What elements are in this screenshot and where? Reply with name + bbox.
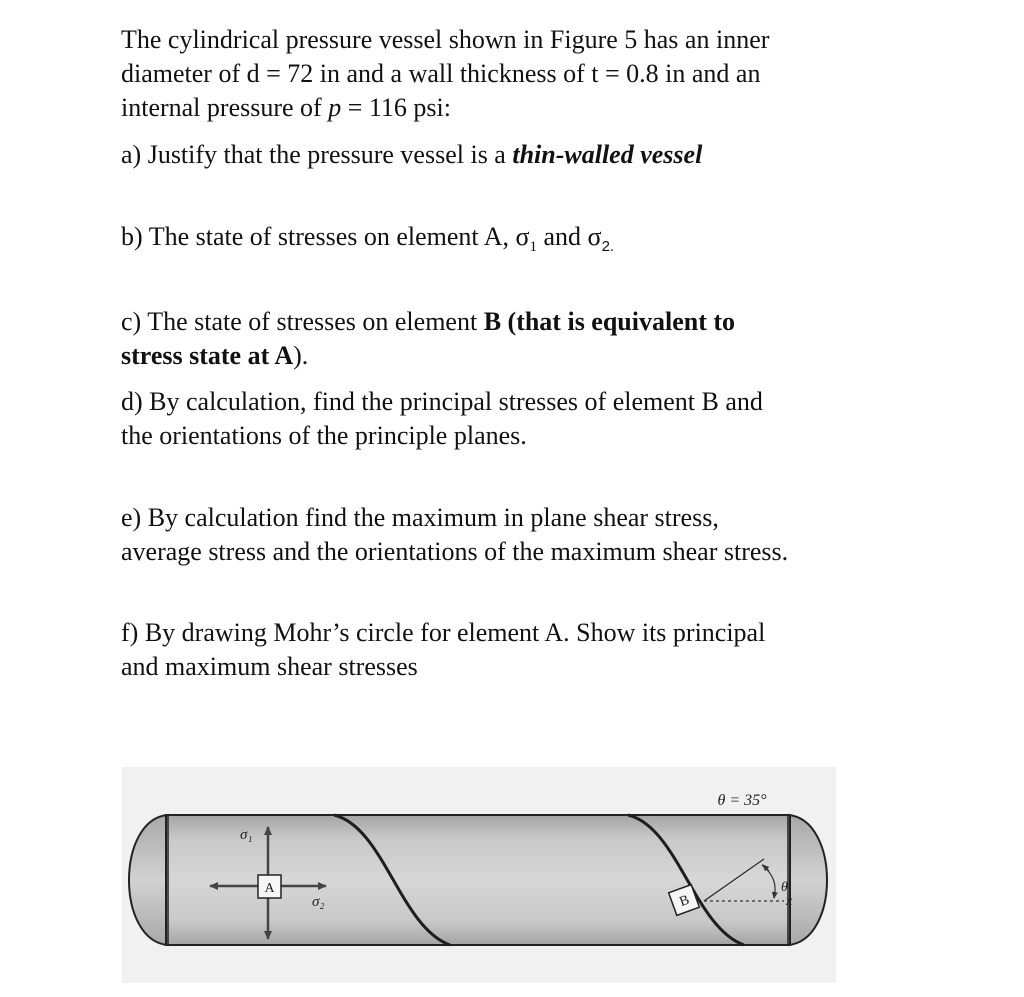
question-a-emphasis: thin-walled vessel: [512, 140, 703, 169]
sigma-1-label: σ₁: [240, 827, 253, 843]
pressure-vessel-diagram: [122, 767, 836, 983]
question-f-line-2: and maximum shear stresses: [121, 652, 418, 681]
question-c-end: ).: [293, 341, 309, 370]
problem-intro-line-3: [121, 91, 451, 125]
question-d-line-1: d) By calculation, find the principal stresses of element B and: [121, 387, 763, 416]
question-b: [121, 220, 614, 264]
question-a: [121, 138, 702, 172]
element-a-label: A: [264, 881, 275, 896]
question-d-line-2: the orientations of the principle planes.: [121, 421, 527, 450]
question-c-text: c) The state of stresses on element: [121, 307, 484, 336]
x-axis-label: x: [786, 894, 793, 909]
question-b-mid: and σ: [537, 222, 602, 251]
question-f-line-1: f) By drawing Mohr’s circle for element A. Show its principal: [121, 618, 766, 647]
question-c-bold-2: stress state at A: [121, 341, 294, 370]
problem-intro-line-1: The cylindrical pressure vessel shown in Figure 5 has an inner: [121, 25, 770, 54]
question-e-line-1: e) By calculation find the maximum in plane shear stress,: [121, 503, 719, 532]
question-c-line-2: [121, 339, 308, 373]
theta-symbol: θ: [781, 880, 788, 895]
question-a-text: a) Justify that the pressure vessel is a: [121, 140, 513, 169]
question-c-line-1: [121, 305, 735, 339]
question-e-line-2: average stress and the orientations of the maximum shear stress.: [121, 537, 789, 566]
element-b-label: B: [677, 892, 692, 911]
question-b-text: b) The state of stresses on element A, σ: [121, 222, 530, 251]
sigma-2-subscript: 2.: [601, 238, 615, 255]
question-c-bold-1: B (that is equivalent to: [483, 307, 736, 336]
pressure-vessel-figure: [122, 767, 836, 983]
theta-value-label: θ = 35°: [717, 792, 767, 809]
sigma-1-subscript: 1: [529, 239, 537, 255]
problem-intro-line-2: diameter of d = 72 in and a wall thickness of t = 0.8 in and an: [121, 59, 761, 88]
pressure-variable: p: [328, 93, 342, 122]
intro-text-end: = 116 psi:: [341, 93, 451, 122]
intro-text: internal pressure of: [121, 93, 329, 122]
sigma-2-label: σ₂: [312, 894, 325, 910]
